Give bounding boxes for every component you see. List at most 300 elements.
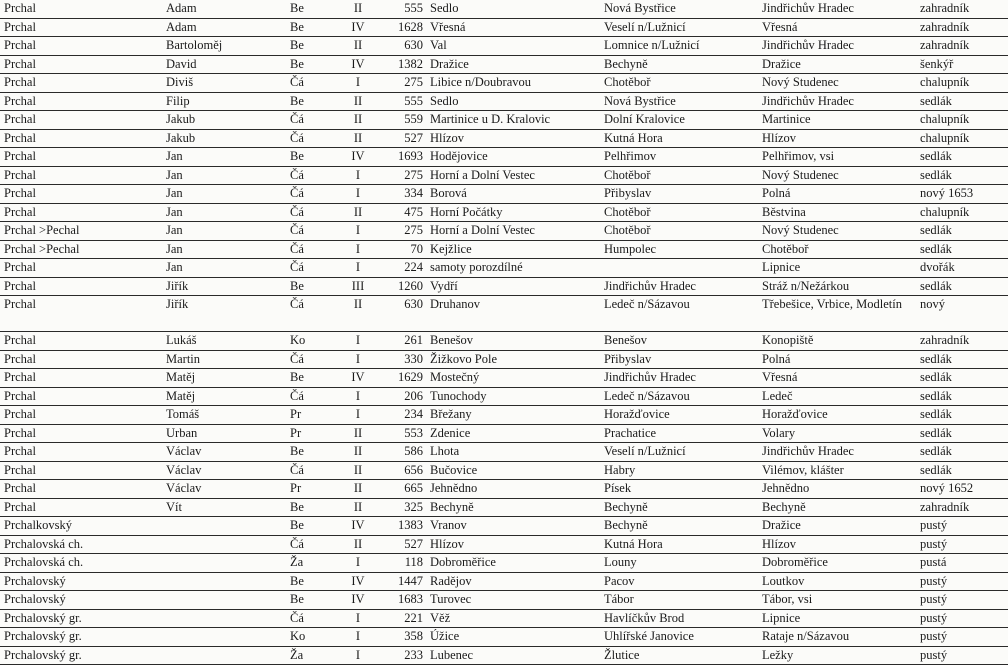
status-cell: pustý xyxy=(920,573,947,590)
surname-cell: Prchal >Pechal xyxy=(4,222,79,239)
given-name-cell: Jakub xyxy=(166,111,195,128)
volume-cell: I xyxy=(343,610,373,627)
region-cell: Ko xyxy=(290,628,305,645)
page-cell: 358 xyxy=(383,628,423,645)
surname-cell: Prchal xyxy=(4,351,36,368)
estate-cell: Ležky xyxy=(762,647,793,664)
region-cell: Be xyxy=(290,56,304,73)
village-cell: Lhota xyxy=(430,443,459,460)
given-name-cell: Urban xyxy=(166,425,197,442)
region-cell: Čá xyxy=(290,204,304,221)
table-row xyxy=(0,148,1008,167)
surname-cell: Prchal xyxy=(4,0,36,17)
region-cell: Be xyxy=(290,573,304,590)
volume-cell: II xyxy=(343,130,373,147)
region-cell: Be xyxy=(290,19,304,36)
village-cell: Bechyně xyxy=(430,499,474,516)
given-name-cell: Bartoloměj xyxy=(166,37,222,54)
table-row xyxy=(0,554,1008,573)
village-cell: Lubenec xyxy=(430,647,473,664)
table-row xyxy=(0,204,1008,223)
parish-cell: Prachatice xyxy=(604,425,656,442)
given-name-cell: Tomáš xyxy=(166,406,199,423)
volume-cell: II xyxy=(343,93,373,110)
estate-cell: Polná xyxy=(762,185,790,202)
estate-cell: Hlízov xyxy=(762,536,796,553)
estate-cell: Bechyně xyxy=(762,499,806,516)
page-cell: 475 xyxy=(383,204,423,221)
volume-cell: II xyxy=(343,37,373,54)
village-cell: Benešov xyxy=(430,332,473,349)
village-cell: Břežany xyxy=(430,406,472,423)
region-cell: Be xyxy=(290,591,304,608)
village-cell: Radějov xyxy=(430,573,472,590)
volume-cell: II xyxy=(343,296,373,313)
village-cell: Zdenice xyxy=(430,425,470,442)
estate-cell: Ledeč xyxy=(762,388,793,405)
region-cell: Čá xyxy=(290,296,304,313)
volume-cell: IV xyxy=(343,148,373,165)
estate-cell: Jindřichův Hradec xyxy=(762,93,854,110)
village-cell: Libice n/Doubravou xyxy=(430,74,531,91)
region-cell: Ža xyxy=(290,554,303,571)
status-cell: sedlák xyxy=(920,388,952,405)
page-cell: 527 xyxy=(383,536,423,553)
page-cell: 656 xyxy=(383,462,423,479)
parish-cell: Tábor xyxy=(604,591,634,608)
page-cell: 275 xyxy=(383,167,423,184)
village-cell: Martinice u D. Kralovic xyxy=(430,111,550,128)
surname-cell: Prchal xyxy=(4,74,36,91)
status-cell: dvořák xyxy=(920,259,955,276)
estate-cell: Jehnědno xyxy=(762,480,809,497)
region-cell: Pr xyxy=(290,480,301,497)
estate-cell: Dobroměřice xyxy=(762,554,828,571)
parish-cell: Lomnice n/Lužnicí xyxy=(604,37,699,54)
volume-cell: II xyxy=(343,425,373,442)
region-cell: Čá xyxy=(290,111,304,128)
status-cell: pustý xyxy=(920,610,947,627)
parish-cell: Bechyně xyxy=(604,56,648,73)
table-row xyxy=(0,480,1008,499)
estate-cell: Nový Studenec xyxy=(762,74,839,91)
page-cell: 118 xyxy=(383,554,423,571)
page-cell: 630 xyxy=(383,37,423,54)
volume-cell: II xyxy=(343,0,373,17)
given-name-cell: Jan xyxy=(166,167,183,184)
volume-cell: I xyxy=(343,388,373,405)
parish-cell: Havlíčkův Brod xyxy=(604,610,684,627)
parish-cell: Horažďovice xyxy=(604,406,670,423)
surname-cell: Prchal xyxy=(4,56,36,73)
village-cell: Dobroměřice xyxy=(430,554,496,571)
page-cell: 630 xyxy=(383,296,423,313)
given-name-cell: Adam xyxy=(166,0,197,17)
table-row xyxy=(0,241,1008,260)
estate-cell: Martinice xyxy=(762,111,811,128)
volume-cell: II xyxy=(343,499,373,516)
region-cell: Čá xyxy=(290,185,304,202)
village-cell: Mostečný xyxy=(430,369,479,386)
region-cell: Čá xyxy=(290,74,304,91)
region-cell: Be xyxy=(290,93,304,110)
page-cell: 70 xyxy=(383,241,423,258)
estate-cell: Stráž n/Nežárkou xyxy=(762,278,849,295)
surname-cell: Prchal xyxy=(4,480,36,497)
table-row xyxy=(0,296,1008,332)
volume-cell: IV xyxy=(343,19,373,36)
parish-cell: Chotěboř xyxy=(604,167,651,184)
region-cell: Be xyxy=(290,517,304,534)
table-row xyxy=(0,628,1008,647)
status-cell: sedlák xyxy=(920,222,952,239)
parish-cell: Pacov xyxy=(604,573,635,590)
volume-cell: I xyxy=(343,74,373,91)
parish-cell: Humpolec xyxy=(604,241,656,258)
page-cell: 527 xyxy=(383,130,423,147)
surname-cell: Prchal xyxy=(4,204,36,221)
status-cell: pustý xyxy=(920,647,947,664)
given-name-cell: Václav xyxy=(166,443,201,460)
village-cell: Věž xyxy=(430,610,450,627)
parish-cell: Přibyslav xyxy=(604,185,651,202)
parish-cell: Ledeč n/Sázavou xyxy=(604,296,690,313)
given-name-cell: Matěj xyxy=(166,388,195,405)
given-name-cell: David xyxy=(166,56,197,73)
page-cell: 206 xyxy=(383,388,423,405)
parish-cell: Chotěboř xyxy=(604,222,651,239)
table-row xyxy=(0,610,1008,629)
parish-cell: Jindřichův Hradec xyxy=(604,369,696,386)
parish-cell: Benešov xyxy=(604,332,647,349)
surname-cell: Prchal xyxy=(4,185,36,202)
page-cell: 665 xyxy=(383,480,423,497)
surname-cell: Prchal xyxy=(4,406,36,423)
surname-cell: Prchal xyxy=(4,111,36,128)
table-row xyxy=(0,259,1008,278)
status-cell: zahradník xyxy=(920,499,969,516)
volume-cell: I xyxy=(343,406,373,423)
surname-cell: Prchalovský gr. xyxy=(4,628,82,645)
parish-cell: Dolní Kralovice xyxy=(604,111,685,128)
volume-cell: IV xyxy=(343,591,373,608)
parish-cell: Kutná Hora xyxy=(604,130,663,147)
parish-cell: Chotěboř xyxy=(604,204,651,221)
status-cell: sedlák xyxy=(920,93,952,110)
table-row xyxy=(0,185,1008,204)
estate-cell: Lipnice xyxy=(762,610,800,627)
page-cell: 233 xyxy=(383,647,423,664)
surname-cell: Prchalovský gr. xyxy=(4,647,82,664)
table-row xyxy=(0,499,1008,518)
village-cell: Horní a Dolní Vestec xyxy=(430,167,535,184)
region-cell: Pr xyxy=(290,425,301,442)
table-row xyxy=(0,443,1008,462)
region-cell: Čá xyxy=(290,222,304,239)
estate-cell: Polná xyxy=(762,351,790,368)
table-row xyxy=(0,573,1008,592)
status-cell: šenkýř xyxy=(920,56,953,73)
estate-cell: Jindřichův Hradec xyxy=(762,443,854,460)
table-row xyxy=(0,406,1008,425)
region-cell: Čá xyxy=(290,462,304,479)
region-cell: Čá xyxy=(290,167,304,184)
surname-cell: Prchalkovský xyxy=(4,517,72,534)
region-cell: Be xyxy=(290,0,304,17)
volume-cell: I xyxy=(343,332,373,349)
status-cell: sedlák xyxy=(920,425,952,442)
volume-cell: I xyxy=(343,259,373,276)
surname-cell: Prchal xyxy=(4,19,36,36)
estate-cell: Vřesná xyxy=(762,19,797,36)
parish-cell: Žlutice xyxy=(604,647,639,664)
region-cell: Be xyxy=(290,369,304,386)
village-cell: Kejžlice xyxy=(430,241,472,258)
village-cell: Hlízov xyxy=(430,130,464,147)
page-cell: 221 xyxy=(383,610,423,627)
village-cell: Val xyxy=(430,37,447,54)
page-cell: 555 xyxy=(383,93,423,110)
status-cell: pustá xyxy=(920,554,946,571)
volume-cell: I xyxy=(343,167,373,184)
table-row xyxy=(0,222,1008,241)
status-cell: chalupník xyxy=(920,111,969,128)
village-cell: samoty porozdílné xyxy=(430,259,523,276)
status-cell: sedlák xyxy=(920,241,952,258)
status-cell: nový 1652 xyxy=(920,480,973,497)
volume-cell: III xyxy=(343,278,373,295)
page-cell: 553 xyxy=(383,425,423,442)
table-row xyxy=(0,167,1008,186)
parish-cell: Chotěboř xyxy=(604,74,651,91)
given-name-cell: Jan xyxy=(166,185,183,202)
given-name-cell: Filip xyxy=(166,93,190,110)
estate-cell: Volary xyxy=(762,425,795,442)
estate-cell: Hlízov xyxy=(762,130,796,147)
given-name-cell: Diviš xyxy=(166,74,193,91)
parish-cell: Habry xyxy=(604,462,635,479)
table-row xyxy=(0,517,1008,536)
given-name-cell: Martin xyxy=(166,351,200,368)
volume-cell: I xyxy=(343,647,373,664)
volume-cell: I xyxy=(343,554,373,571)
region-cell: Be xyxy=(290,148,304,165)
village-cell: Borová xyxy=(430,185,467,202)
volume-cell: IV xyxy=(343,573,373,590)
page-cell: 586 xyxy=(383,443,423,460)
page-cell: 1260 xyxy=(383,278,423,295)
parish-cell: Přibyslav xyxy=(604,351,651,368)
status-cell: sedlák xyxy=(920,443,952,460)
page-cell: 261 xyxy=(383,332,423,349)
given-name-cell: Jan xyxy=(166,148,183,165)
page-cell: 1629 xyxy=(383,369,423,386)
table-row xyxy=(0,93,1008,112)
village-cell: Tunochody xyxy=(430,388,487,405)
village-cell: Sedlo xyxy=(430,0,458,17)
parish-cell: Ledeč n/Sázavou xyxy=(604,388,690,405)
page-cell: 330 xyxy=(383,351,423,368)
table-row xyxy=(0,647,1008,665)
region-cell: Be xyxy=(290,499,304,516)
village-cell: Vydří xyxy=(430,278,458,295)
table-row xyxy=(0,56,1008,75)
estate-cell: Lipnice xyxy=(762,259,800,276)
surname-cell: Prchal xyxy=(4,93,36,110)
status-cell: sedlák xyxy=(920,369,952,386)
estate-cell: Pelhřimov, vsi xyxy=(762,148,834,165)
table-row xyxy=(0,351,1008,370)
village-cell: Jehnědno xyxy=(430,480,477,497)
estate-cell: Loutkov xyxy=(762,573,804,590)
surname-cell: Prchal xyxy=(4,259,36,276)
estate-cell: Dražice xyxy=(762,56,801,73)
volume-cell: IV xyxy=(343,517,373,534)
page-cell: 275 xyxy=(383,222,423,239)
page-cell: 1383 xyxy=(383,517,423,534)
village-cell: Druhanov xyxy=(430,296,480,313)
surname-cell: Prchal xyxy=(4,388,36,405)
table-row xyxy=(0,369,1008,388)
surname-cell: Prchal xyxy=(4,167,36,184)
surname-cell: Prchal xyxy=(4,332,36,349)
parish-cell: Nová Bystřice xyxy=(604,93,676,110)
surname-cell: Prchal >Pechal xyxy=(4,241,79,258)
status-cell: nový 1653 xyxy=(920,185,973,202)
given-name-cell: Jan xyxy=(166,241,183,258)
region-cell: Be xyxy=(290,278,304,295)
village-cell: Dražice xyxy=(430,56,469,73)
surname-cell: Prchalovský xyxy=(4,591,66,608)
page-cell: 1447 xyxy=(383,573,423,590)
region-cell: Čá xyxy=(290,130,304,147)
volume-cell: I xyxy=(343,351,373,368)
region-cell: Be xyxy=(290,37,304,54)
surname-cell: Prchal xyxy=(4,130,36,147)
parish-cell: Bechyně xyxy=(604,499,648,516)
given-name-cell: Vít xyxy=(166,499,182,516)
surname-cell: Prchal xyxy=(4,296,36,313)
region-cell: Čá xyxy=(290,351,304,368)
surname-cell: Prchal xyxy=(4,499,36,516)
status-cell: zahradník xyxy=(920,19,969,36)
estate-cell: Vřesná xyxy=(762,369,797,386)
given-name-cell: Jiřík xyxy=(166,296,188,313)
given-name-cell: Jiřík xyxy=(166,278,188,295)
surname-cell: Prchal xyxy=(4,462,36,479)
surname-cell: Prchal xyxy=(4,425,36,442)
status-cell: chalupník xyxy=(920,130,969,147)
volume-cell: II xyxy=(343,111,373,128)
given-name-cell: Matěj xyxy=(166,369,195,386)
status-cell: pustý xyxy=(920,536,947,553)
table-row xyxy=(0,0,1008,19)
village-cell: Žižkovo Pole xyxy=(430,351,497,368)
table-row xyxy=(0,19,1008,38)
volume-cell: II xyxy=(343,204,373,221)
status-cell: sedlák xyxy=(920,351,952,368)
volume-cell: IV xyxy=(343,369,373,386)
estate-cell: Horažďovice xyxy=(762,406,828,423)
page-cell: 1628 xyxy=(383,19,423,36)
village-cell: Vřesná xyxy=(430,19,465,36)
status-cell: sedlák xyxy=(920,148,952,165)
given-name-cell: Václav xyxy=(166,480,201,497)
page-cell: 1382 xyxy=(383,56,423,73)
surname-cell: Prchal xyxy=(4,278,36,295)
region-cell: Pr xyxy=(290,406,301,423)
village-cell: Vranov xyxy=(430,517,467,534)
surname-cell: Prchal xyxy=(4,148,36,165)
estate-cell: Vilémov, klášter xyxy=(762,462,844,479)
page-cell: 275 xyxy=(383,74,423,91)
status-cell: pustý xyxy=(920,517,947,534)
table-row xyxy=(0,425,1008,444)
status-cell: chalupník xyxy=(920,204,969,221)
surname-cell: Prchal xyxy=(4,369,36,386)
status-cell: zahradník xyxy=(920,0,969,17)
parish-cell: Uhlířské Janovice xyxy=(604,628,694,645)
given-name-cell: Jan xyxy=(166,259,183,276)
village-cell: Hodějovice xyxy=(430,148,488,165)
table-row xyxy=(0,111,1008,130)
volume-cell: I xyxy=(343,628,373,645)
estate-cell: Konopiště xyxy=(762,332,813,349)
table-row xyxy=(0,130,1008,149)
region-cell: Čá xyxy=(290,259,304,276)
estate-cell: Nový Studenec xyxy=(762,167,839,184)
volume-cell: IV xyxy=(343,56,373,73)
status-cell: zahradník xyxy=(920,37,969,54)
given-name-cell: Lukáš xyxy=(166,332,197,349)
parish-cell: Nová Bystřice xyxy=(604,0,676,17)
region-cell: Be xyxy=(290,443,304,460)
page-cell: 1683 xyxy=(383,591,423,608)
surname-cell: Prchalovský gr. xyxy=(4,610,82,627)
estate-cell: Jindřichův Hradec xyxy=(762,0,854,17)
status-cell: pustý xyxy=(920,591,947,608)
volume-cell: I xyxy=(343,185,373,202)
surname-cell: Prchalovská ch. xyxy=(4,554,83,571)
village-cell: Úžice xyxy=(430,628,459,645)
volume-cell: II xyxy=(343,536,373,553)
status-cell: nový xyxy=(920,296,945,313)
page-cell: 555 xyxy=(383,0,423,17)
parish-cell: Veselí n/Lužnicí xyxy=(604,443,686,460)
table-row xyxy=(0,332,1008,351)
volume-cell: II xyxy=(343,480,373,497)
parish-cell: Pelhřimov xyxy=(604,148,656,165)
status-cell: zahradník xyxy=(920,332,969,349)
given-name-cell: Adam xyxy=(166,19,197,36)
status-cell: pustý xyxy=(920,628,947,645)
volume-cell: II xyxy=(343,462,373,479)
given-name-cell: Jakub xyxy=(166,130,195,147)
village-cell: Bučovice xyxy=(430,462,477,479)
village-cell: Turovec xyxy=(430,591,471,608)
given-name-cell: Jan xyxy=(166,204,183,221)
parish-cell: Veselí n/Lužnicí xyxy=(604,19,686,36)
parish-cell: Bechyně xyxy=(604,517,648,534)
volume-cell: I xyxy=(343,222,373,239)
region-cell: Ža xyxy=(290,647,303,664)
page-cell: 559 xyxy=(383,111,423,128)
status-cell: sedlák xyxy=(920,462,952,479)
status-cell: sedlák xyxy=(920,406,952,423)
page-cell: 1693 xyxy=(383,148,423,165)
region-cell: Čá xyxy=(290,241,304,258)
estate-cell: Tábor, vsi xyxy=(762,591,812,608)
